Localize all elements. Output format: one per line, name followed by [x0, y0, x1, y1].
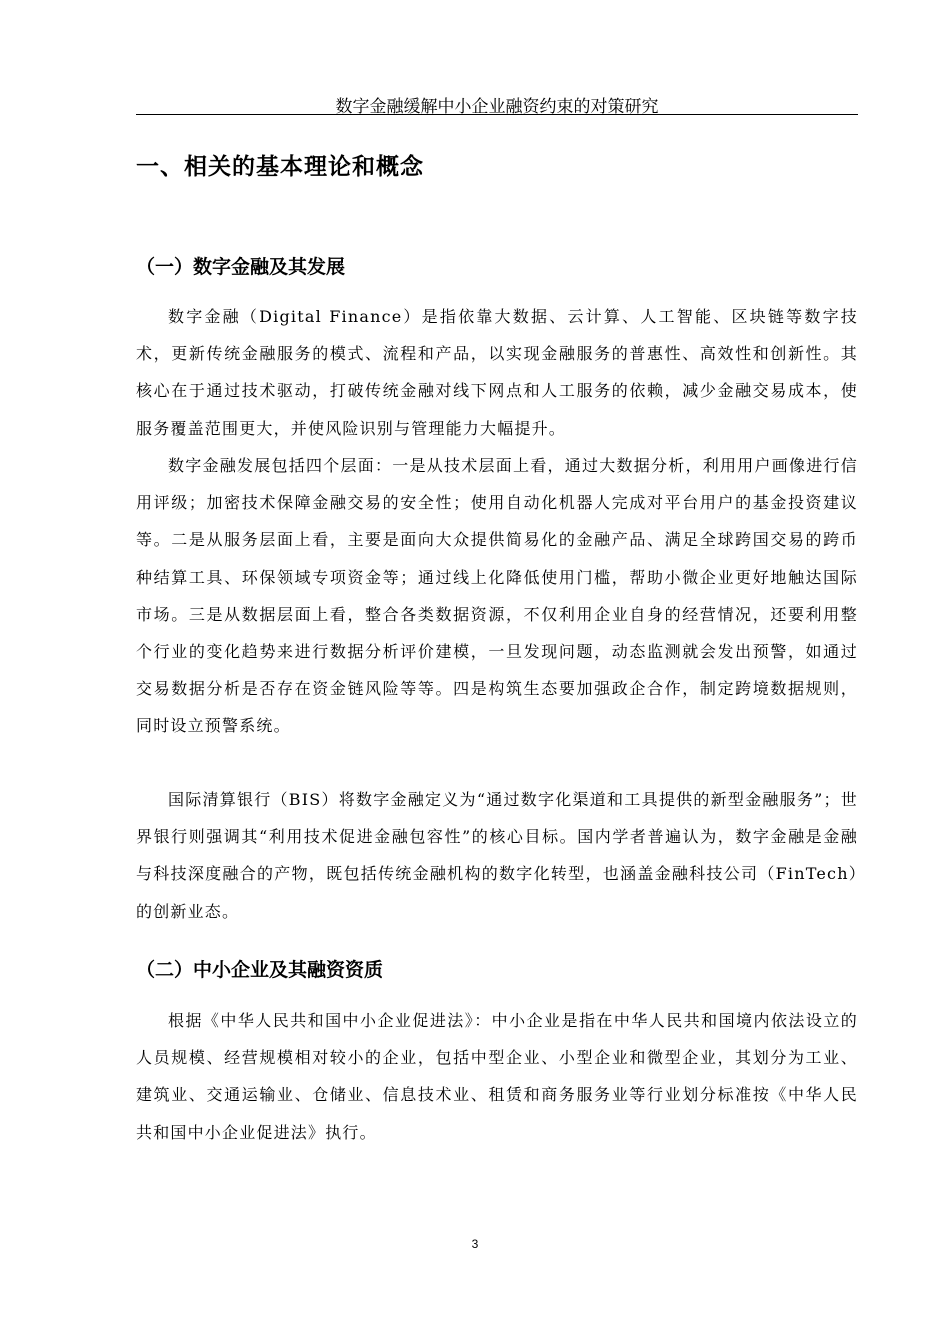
paragraph-1: 数字金融（Digital Finance）是指依靠大数据、云计算、人工智能、区块链等数字技术，更新传统金融服务的模式、流程和产品，以实现金融服务的普惠性、高效性和创新性。其核心在于通过技术驱动，打破传统金融对线下网点和人工服务的依赖，减少金融交易成本，使服务覆盖范围更大，并使风险识别与管理能力大幅提升。 [136, 307, 858, 438]
chapter-title: 一、相关的基本理论和概念 [136, 154, 424, 180]
paragraph-3: 国际清算银行（BIS）将数字金融定义为“通过数字化渠道和工具提供的新型金融服务”；世界银行则强调其“利用技术促进金融包容性”的核心目标。国内学者普遍认为，数字金融是金融与科技深度融合的产物，既包括传统金融机构的数字化转型，也涵盖金融科技公司（FinTech）的创新业态。 [136, 790, 858, 921]
header-rule [136, 114, 858, 115]
running-header: 数字金融缓解中小企业融资约束的对策研究 [335, 97, 659, 117]
page-number: 3 [471, 1237, 479, 1251]
paragraph-4: 根据《中华人民共和国中小企业促进法》：中小企业是指在中华人民共和国境内依法设立的人员规模、经营规模相对较小的企业，包括中型企业、小型企业和微型企业，其划分为工业、建筑业、交通运输业、仓储业、信息技术业、租赁和商务服务业等行业划分标准按《中华人民共和国中小企业促进法》执行。 [136, 1011, 858, 1142]
section-heading-1: （一）数字金融及其发展 [136, 256, 346, 278]
paragraph-2: 数字金融发展包括四个层面：一是从技术层面上看，通过大数据分析，利用用户画像进行信用评级；加密技术保障金融交易的安全性；使用自动化机器人完成对平台用户的基金投资建议等。二是从服务层面上看，主要是面向大众提供简易化的金融产品、满足全球跨国交易的跨币种结算工具、环保领域专项资金等；通过线上化降低使用门槛，帮助小微企业更好地触达国际市场。三是从数据层面上看，整合各类数据资源，不仅利用企业自身的经营情况，还要利用整个行业的变化趋势来进行数据分析评价建模，一旦发现问题，动态监测就会发出预警，如通过交易数据分析是否存在资金链风险等等。四是构筑生态要加强政企合作，制定跨境数据规则，同时设立预警系统。 [136, 456, 858, 736]
section-heading-2: （二）中小企业及其融资资质 [136, 959, 384, 981]
